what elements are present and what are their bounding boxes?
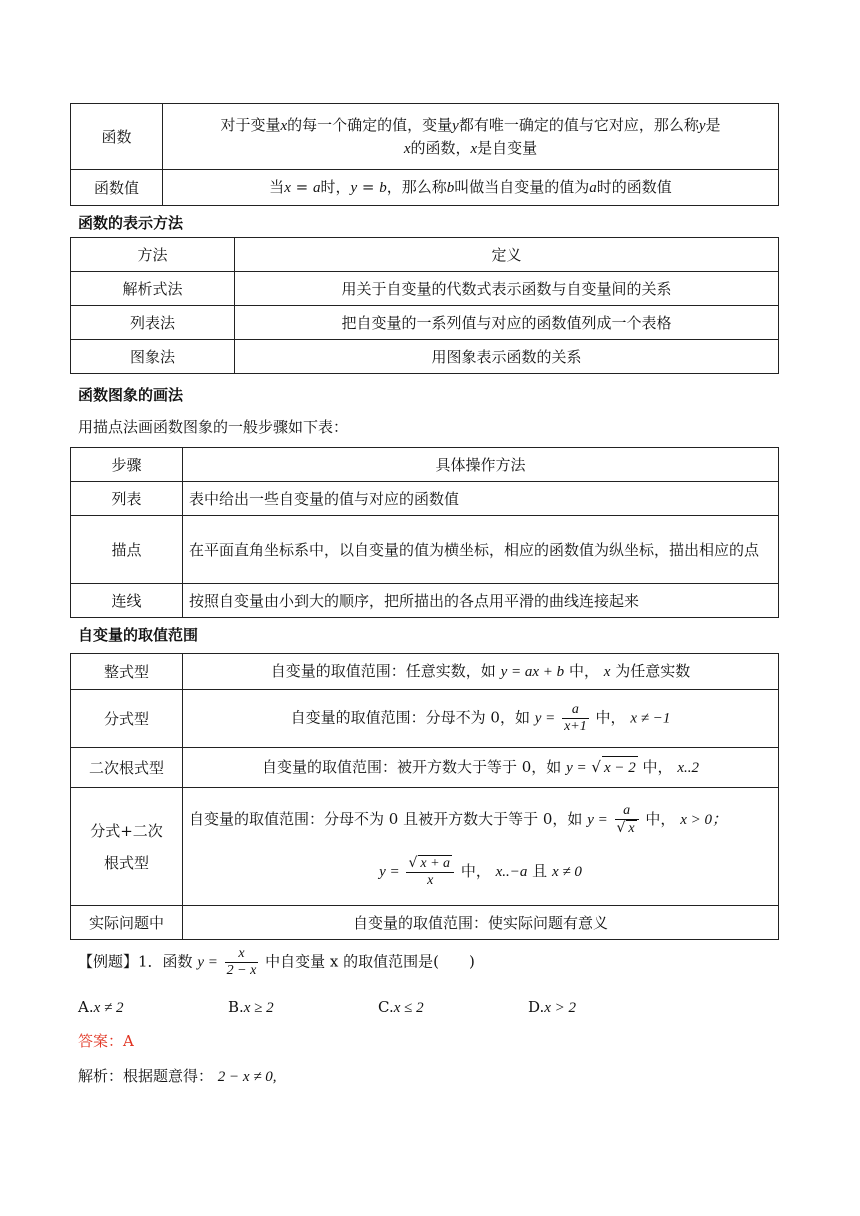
option-b	[228, 998, 274, 1017]
answer-text: 答案：A	[78, 1032, 134, 1050]
analysis-label: 解析：根据题意得：	[78, 1067, 214, 1085]
row-content	[183, 788, 779, 906]
option-letter: D.	[528, 998, 545, 1016]
denominator: x	[406, 872, 454, 889]
table-cell: 按照自变量由小到大的顺序，把所描出的各点用平滑的曲线连接起来	[183, 584, 779, 618]
row-label: 整式型	[71, 654, 183, 690]
option-a	[78, 998, 124, 1017]
table-cell: 图象法	[71, 340, 235, 374]
fraction	[225, 946, 259, 979]
option-letter: C.	[378, 998, 394, 1016]
numerator: a	[623, 802, 631, 818]
table-header-row	[71, 238, 779, 272]
table-cell: 在平面直角坐标系中，以自变量的值为横坐标，相应的函数值为纵坐标，描出相应的点	[183, 516, 779, 584]
section-heading: 自变量的取值范围	[78, 626, 199, 644]
column-header: 步骤	[71, 448, 183, 482]
fraction	[615, 803, 639, 837]
denominator: x+1	[564, 719, 587, 734]
drawing-steps-table	[70, 447, 779, 618]
table-row	[71, 654, 779, 690]
row-label: 函数值	[71, 170, 163, 206]
denominator: 2 − x	[226, 963, 257, 978]
condition: x..−a	[495, 863, 528, 880]
sqrt-icon: √	[408, 854, 418, 871]
option-letter: B.	[228, 998, 244, 1016]
formula-lhs: y =	[197, 954, 218, 971]
condition: x..2	[677, 760, 699, 776]
table-cell: 解析式法	[71, 272, 235, 306]
row-content: 当x = a时，y = b，那么称b叫做当自变量的值为a时的函数值	[163, 170, 779, 206]
table-cell: 把自变量的一系列值与对应的函数值列成一个表格	[235, 306, 779, 340]
row-label: 函数	[71, 104, 163, 170]
definition-table	[70, 103, 779, 206]
text-segment: 自变量的取值范围：被开方数大于等于 0，如	[261, 758, 562, 776]
table-cell: 表中给出一些自变量的值与对应的函数值	[183, 482, 779, 516]
row-content	[183, 690, 779, 748]
row-content: 对于变量x的每一个确定的值，变量y都有唯一确定的值与它对应，那么称y是 x的函数，x是自变量	[163, 104, 779, 170]
option-expr: x > 2	[544, 1000, 577, 1016]
text-segment: 中，	[595, 708, 626, 727]
table-cell: 用图象表示函数的关系	[235, 340, 779, 374]
label-line: 分式+二次	[90, 821, 163, 840]
section-heading: 函数图象的画法	[78, 386, 184, 404]
content-line	[189, 795, 772, 843]
option-expr: x ≥ 2	[243, 1000, 274, 1016]
variable: x	[603, 664, 611, 680]
table-row	[71, 482, 779, 516]
formula-lhs: y =	[566, 760, 587, 776]
table-cell: 列表法	[71, 306, 235, 340]
table-row	[71, 340, 779, 374]
intro-text: 用描点法画函数图象的一般步骤如下表：	[78, 418, 349, 436]
table-row	[71, 170, 779, 206]
text-segment: 中，	[460, 861, 491, 880]
representation-table	[70, 237, 779, 374]
table-row	[71, 584, 779, 618]
table-header-row	[71, 448, 779, 482]
row-label: 分式型	[71, 690, 183, 748]
question-suffix: 中自变量 x 的取值范围是( )	[265, 952, 475, 971]
text-segment: 且	[532, 861, 548, 880]
text-segment: 自变量的取值范围：分母不为 0 且被开方数大于等于 0，如	[189, 809, 583, 828]
content-line	[189, 843, 772, 899]
question-prefix: 【例题】1．函数	[78, 952, 193, 971]
option-c	[378, 998, 424, 1017]
formula-lhs: y =	[379, 863, 400, 880]
table-row	[71, 272, 779, 306]
section-heading: 函数的表示方法	[78, 214, 184, 232]
fraction	[406, 855, 454, 889]
radicand: x − 2	[602, 756, 638, 779]
fraction	[562, 702, 589, 735]
numerator: x	[238, 946, 245, 961]
table-row	[71, 788, 779, 906]
option-d	[528, 998, 576, 1017]
row-content: 自变量的取值范围：使实际问题有意义	[183, 906, 779, 940]
domain-table	[70, 653, 779, 940]
text-segment: 自变量的取值范围：任意实数，如	[270, 662, 496, 680]
analysis-expr: 2 − x ≠ 0,	[217, 1069, 277, 1085]
example-question	[78, 946, 475, 979]
table-row	[71, 748, 779, 788]
text-segment: 自变量的取值范围：分母不为 0，如	[290, 708, 530, 727]
text-segment: 为任意实数	[615, 662, 691, 680]
formula-lhs: y =	[534, 710, 556, 727]
sqrt-icon: √	[591, 758, 601, 776]
formula-lhs: y =	[587, 811, 608, 828]
table-row	[71, 906, 779, 940]
sqrt-icon: √	[616, 819, 626, 836]
option-letter: A.	[78, 998, 94, 1016]
column-header: 具体操作方法	[183, 448, 779, 482]
row-label: 实际问题中	[71, 906, 183, 940]
row-content	[183, 654, 779, 690]
row-content	[183, 748, 779, 788]
text-segment: 中，	[642, 758, 673, 776]
condition: x ≠ −1	[630, 710, 671, 727]
row-label: 二次根式型	[71, 748, 183, 788]
radicand: x + a	[420, 855, 451, 871]
text-segment: 中，	[645, 809, 676, 828]
analysis-text	[78, 1065, 277, 1086]
radicand: x	[628, 820, 635, 836]
condition: x > 0；	[680, 811, 727, 828]
row-label	[71, 788, 183, 906]
table-row	[71, 104, 779, 170]
numerator	[406, 855, 454, 872]
condition: x ≠ 0	[551, 863, 582, 880]
option-expr: x ≤ 2	[393, 1000, 424, 1016]
table-cell: 列表	[71, 482, 183, 516]
table-row	[71, 516, 779, 584]
column-header: 方法	[71, 238, 235, 272]
formula: y = ax + b	[500, 664, 565, 680]
column-header: 定义	[235, 238, 779, 272]
table-row	[71, 306, 779, 340]
numerator: a	[571, 702, 579, 717]
option-expr: x ≠ 2	[93, 1000, 124, 1016]
table-cell: 连线	[71, 584, 183, 618]
text-segment: 中，	[568, 662, 599, 680]
label-line: 根式型	[103, 853, 149, 872]
table-cell: 用关于自变量的代数式表示函数与自变量间的关系	[235, 272, 779, 306]
table-cell: 描点	[71, 516, 183, 584]
denominator	[615, 819, 639, 837]
table-row	[71, 690, 779, 748]
